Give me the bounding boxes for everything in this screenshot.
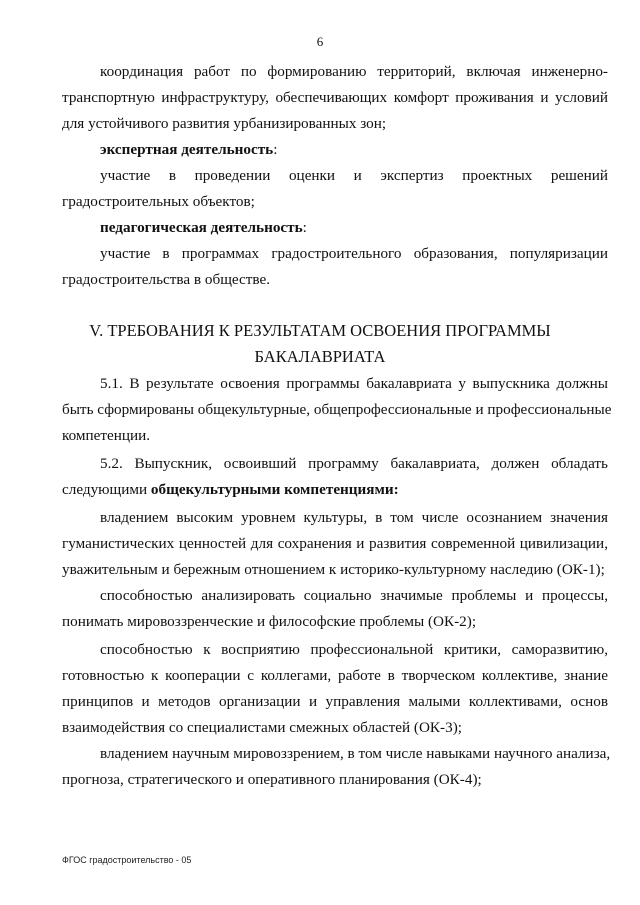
text-line: координация работ по формированию территорий, включая инженерно- — [100, 63, 608, 80]
text-line: участие в программах градостроительного образования, популяризации — [100, 245, 608, 262]
text-line: компетенции. — [62, 427, 151, 444]
footer: ФГОС градостроительство - 05 — [62, 855, 192, 865]
text-line: владением высоким уровнем культуры, в том числе осознанием значения — [100, 509, 608, 526]
intro-text: следующими — [62, 481, 151, 498]
text-line: для устойчивого развития урбанизированных зон; — [62, 115, 387, 132]
colon: : — [273, 141, 278, 158]
text-line: взаимодействия со специалистами смежных областей (ОК-3); — [62, 719, 462, 736]
text-line: градостроительства в обществе. — [62, 271, 271, 288]
pedagogical-activity-heading — [100, 218, 307, 238]
text-line: транспортную инфраструктуру, обеспечивающих комфорт проживания и условий — [62, 89, 608, 106]
expert-activity-label: экспертная деятельность — [100, 141, 274, 158]
competencies-intro — [62, 480, 399, 500]
text-line: принципов и методов организации и управления малыми коллективами, основ — [62, 693, 608, 710]
page-number: 6 — [316, 34, 324, 49]
text-line: быть сформированы общекультурные, общепрофессиональные и профессиональные — [62, 401, 612, 418]
text-line: способностью анализировать социально значимые проблемы и процессы, — [100, 587, 608, 604]
text-line: 5.2. Выпускник, освоивший программу бакалавриата, должен обладать — [100, 455, 608, 472]
text-line: гуманистических ценностей для сохранения и развития современной цивилизации, — [62, 535, 608, 552]
expert-activity-heading — [100, 140, 277, 160]
section-title-line-1: V. ТРЕБОВАНИЯ К РЕЗУЛЬТАТАМ ОСВОЕНИЯ ПРОГРАММЫ — [89, 321, 551, 340]
text-line: уважительным и бережным отношением к историко-культурному наследию (ОК-1); — [62, 561, 605, 578]
pedagogical-activity-label: педагогическая деятельность — [100, 219, 303, 236]
text-line: 5.1. В результате освоения программы бакалавриата у выпускника должны — [100, 375, 608, 392]
colon: : — [302, 219, 307, 236]
text-line: способностью к восприятию профессиональной критики, саморазвитию, — [100, 641, 608, 658]
text-line: владением научным мировоззрением, в том числе навыками научного анализа, — [100, 745, 611, 762]
general-cultural-competencies-label: общекультурными компетенциями: — [150, 481, 399, 498]
text-line: участие в проведении оценки и экспертиз проектных решений — [100, 167, 608, 184]
section-title-line-2: БАКАЛАВРИАТА — [254, 347, 386, 366]
text-line: понимать мировоззренческие и философские проблемы (ОК-2); — [62, 613, 477, 630]
text-line: градостроительных объектов; — [62, 193, 255, 210]
text-line: прогноза, стратегического и оперативного планирования (ОК-4); — [62, 771, 482, 788]
text-line: готовностью к кооперации с коллегами, работе в творческом коллективе, знание — [62, 667, 608, 684]
